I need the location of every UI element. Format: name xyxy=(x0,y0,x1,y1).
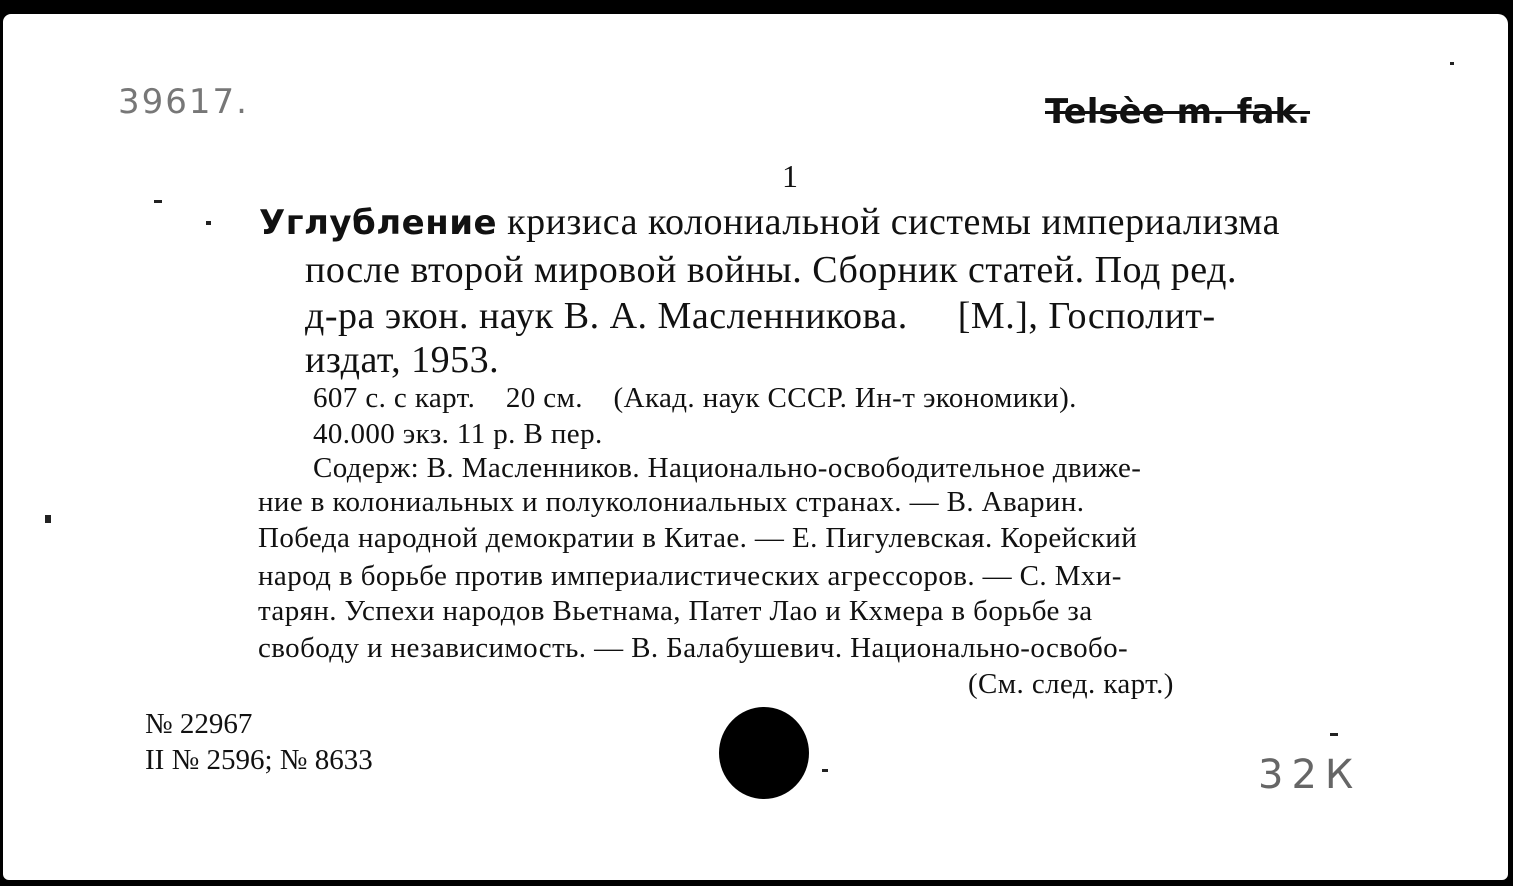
speck xyxy=(45,515,51,523)
speck xyxy=(822,769,828,772)
contents-line-4: народ в борьбе против империалистических агрессоров. — С. Мхи- xyxy=(258,560,1122,592)
contents-line-3: Победа народной демократии в Китае. — Е. Пигулевская. Корейский xyxy=(258,522,1138,554)
title-line-1 xyxy=(259,200,1280,244)
title-line-1-rest: кризиса колониальной системы империализма xyxy=(497,201,1280,243)
card-number: 1 xyxy=(782,158,798,194)
number-secondary: II № 2596; № 8633 xyxy=(145,744,373,776)
speck xyxy=(206,221,211,225)
title-bold-word: Углубление xyxy=(259,203,498,243)
title-line-2: после второй мировой войны. Сборник статей. Под ред. xyxy=(305,249,1237,291)
speck xyxy=(1450,62,1454,65)
physical-line-2: 40.000 экз. 11 р. В пер. xyxy=(313,418,603,450)
see-next-card: (См. след. карт.) xyxy=(968,668,1174,700)
accession-note: 39617. xyxy=(118,82,249,122)
physical-line-1: 607 с. с карт. 20 см. (Акад. наук СССР. Ин-т экономики). xyxy=(313,382,1077,414)
number-main: № 22967 xyxy=(145,708,253,740)
title-line-3: д-ра экон. наук В. А. Масленникова. [М.], Госполит- xyxy=(305,295,1216,337)
contents-line-2: ние в колониальных и полуколониальных странах. — В. Аварин. xyxy=(258,486,1085,518)
contents-line-6: свободу и независимость. — В. Балабушевич. Национально-освобо- xyxy=(258,632,1129,664)
contents-line-1: Содерж: В. Масленников. Национально-освободительное движе- xyxy=(313,452,1142,484)
contents-line-5: тарян. Успехи народов Вьетнама, Патет Лао и Кхмера в борьбе за xyxy=(258,595,1093,627)
speck xyxy=(154,200,162,203)
title-line-4: издат, 1953. xyxy=(305,339,500,381)
punch-hole xyxy=(719,707,809,799)
library-stamp: Telsèe m. fak. xyxy=(1045,92,1311,132)
speck xyxy=(1330,733,1338,736)
handwritten-code: 32К xyxy=(1258,752,1362,798)
